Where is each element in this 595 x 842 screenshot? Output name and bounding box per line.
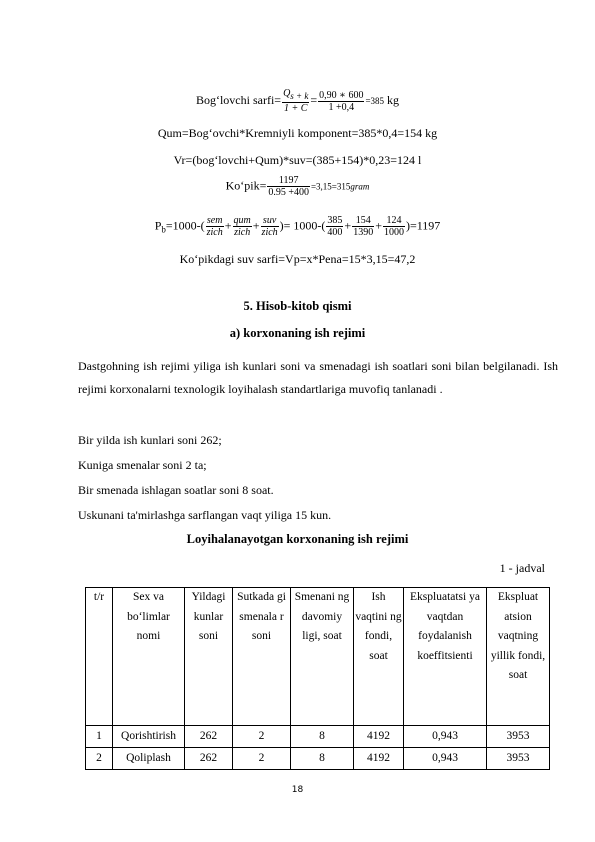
table-cell: 262	[185, 726, 233, 748]
section-title: 5. Hisob-kitob qismi	[243, 299, 352, 313]
header-cell: Smenani ng davomiy ligi, soat	[291, 588, 354, 726]
table-cell: 3953	[487, 748, 550, 770]
text-line: Bir smenada ishlagan soatlar soni 8 soat.	[78, 483, 274, 497]
fraction: $\frac{154}{1390}$	[353, 215, 374, 238]
table-cell: 2	[233, 726, 291, 748]
text-line: Bir yilda ish kunlari soni 262;	[78, 433, 222, 447]
table-cell: 0,943	[404, 748, 487, 770]
table-row	[86, 726, 550, 748]
table-cell: 4192	[354, 748, 404, 770]
table-cell: 262	[185, 748, 233, 770]
fraction: $\frac{1197}{0.95 +400}$	[268, 175, 309, 198]
header-cell: Yildagi kunlar soni	[185, 588, 233, 726]
table-cell: 8	[291, 748, 354, 770]
header-cell: Sutkada gi smenala r soni	[233, 588, 291, 726]
fraction: $\frac{385}{400}$	[327, 215, 343, 238]
table-cell: 8	[291, 726, 354, 748]
formula-foam: Ko‘pik= $\frac{1197}{0.95 +400}$ =3,15=315gram	[225, 175, 370, 198]
subsection-title: a) korxonaning ish rejimi	[229, 326, 366, 340]
header-cell: t/r	[86, 588, 113, 726]
formula-density: $P_b=1000-$( $\frac{\text{sem}}{\text{zich}}$ + $\frac{\text{qum}}{\text{zich}}$ + $\frac{\text{suv}}{\text{zich}}$ )= 1000-( $\frac{385}{400}$ + $\frac{154}{1390}$ + $\frac{124}{1000}$ )=1197	[154, 215, 441, 238]
body-paragraph: Dastgohning ish rejimi yiliga ish kunlari soni va smenadagi ish soatlari soni bilan belgilanadi. Ish rejimi korxonalarni texnologik loyihalash standartlariga muvofiq tanlanadi .	[78, 359, 558, 396]
header-cell: Ekspluatatsi ya vaqtdan foydalanish koeffitsienti	[404, 588, 487, 726]
text-line: Kuniga smenalar soni 2 ta;	[78, 458, 207, 472]
page-number: 18	[291, 785, 304, 795]
fraction: $\frac{0,90 ∗ 600}{1 +0,4}$	[319, 89, 364, 113]
text-line: Uskunani ta'mirlashga sarflangan vaqt yiliga 15 kun.	[78, 508, 332, 522]
header-cell: Sex va bo‘limlar nomi	[113, 588, 185, 726]
table-cell: 2	[233, 748, 291, 770]
formula-water: Vr=(bog‘lovchi+Qum)*suv=(385+154)*0,23=124 l	[173, 153, 422, 167]
table-cell: 2	[86, 748, 113, 770]
fraction: $\frac{124}{1000}$	[383, 215, 404, 238]
fraction: $\frac{\text{suv}}{\text{zich}}$	[261, 215, 278, 238]
table-header-row	[86, 588, 550, 726]
fraction: $\frac{\text{qum}}{\text{zich}}$	[233, 215, 251, 238]
table-cell: Qorishtirish	[113, 726, 185, 748]
formula-foam-water: Ko‘pikdagi suv sarfi=Vp=x*Pena=15*3,15=47,2	[179, 252, 416, 266]
formula-sand: Qum=Bog‘ovchi*Kremniyli komponent=385*0,4=154 kg	[157, 126, 438, 140]
table-title: Loyihalanayotgan korxonaning ish rejimi	[186, 532, 409, 546]
table-cell: 0,943	[404, 726, 487, 748]
header-cell: Ish vaqtini ng fondi, soat	[354, 588, 404, 726]
fraction: $\frac{\text{sem}}{\text{zich}}$	[206, 215, 223, 238]
table-cell: 1	[86, 726, 113, 748]
table-cell: Qoliplash	[113, 748, 185, 770]
formula-binder-consumption: Bog‘lovchi sarfi= $\frac{Q_{s + k}}{1 + C}$ = $\frac{0,90 ∗ 600}{1 +0,4}$ =385 kg	[195, 88, 400, 114]
fraction: $\frac{Q_{s + k}}{1 + C}$	[283, 88, 309, 114]
table-cell: 4192	[354, 726, 404, 748]
table-cell: 3953	[487, 726, 550, 748]
work-regime-table	[85, 587, 550, 770]
table-row	[86, 748, 550, 770]
header-cell: Ekspluat atsion vaqtning yillik fondi, soat	[487, 588, 550, 726]
table-label: 1 - jadval	[499, 561, 545, 575]
